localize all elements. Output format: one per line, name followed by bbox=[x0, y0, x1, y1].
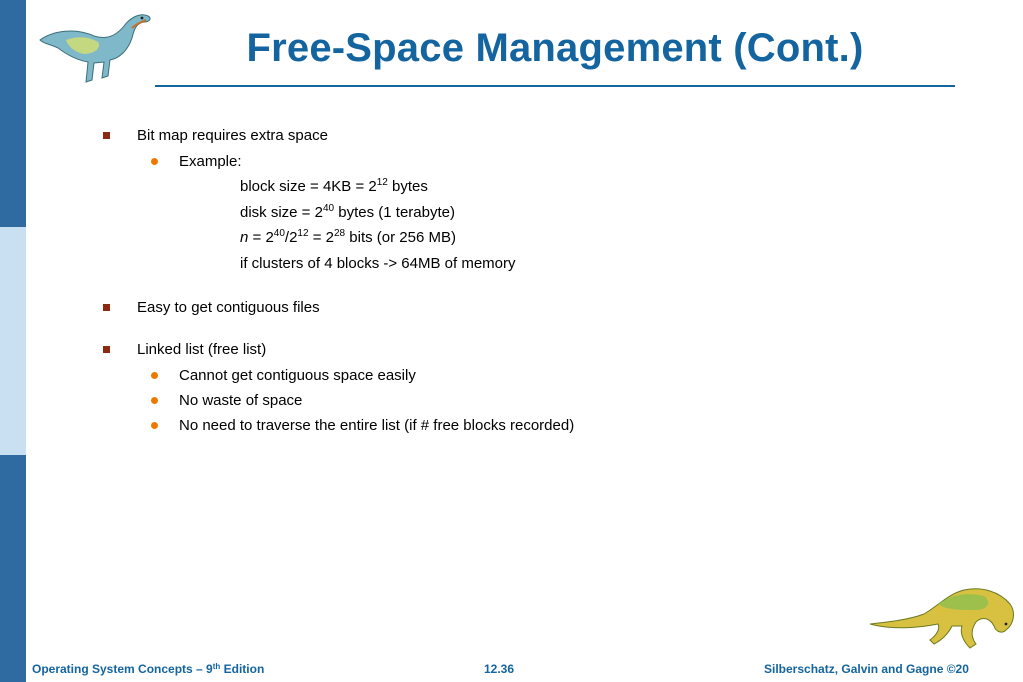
square-bullet-icon bbox=[103, 346, 110, 353]
example-clusters: if clusters of 4 blocks -> 64MB of memory bbox=[240, 255, 516, 272]
example-text: bits (or 256 MB) bbox=[345, 229, 456, 246]
footer-text: Edition bbox=[220, 662, 265, 676]
dinosaur-logo-icon bbox=[868, 580, 1018, 654]
example-text: /2 bbox=[284, 229, 298, 246]
example-text: = 2 bbox=[308, 229, 334, 246]
bullet-bitmap: Bit map requires extra space bbox=[137, 127, 328, 144]
slide-title: Free-Space Management (Cont.) bbox=[246, 26, 864, 70]
example-disk-size bbox=[240, 204, 455, 224]
footer-text: Operating System Concepts – 9 bbox=[32, 662, 213, 676]
example-text: bytes bbox=[387, 178, 428, 195]
round-bullet-icon bbox=[151, 397, 158, 404]
bullet-linked-list: Linked list (free list) bbox=[137, 341, 267, 358]
bullet-no-traverse: No need to traverse the entire list (if # free blocks recorded) bbox=[179, 417, 575, 434]
footer-slide-number: 12.36 bbox=[484, 662, 515, 676]
exponent: 28 bbox=[333, 228, 346, 239]
example-block-size bbox=[240, 178, 428, 198]
example-text: bytes (1 terabyte) bbox=[334, 204, 455, 221]
exponent: 12 bbox=[297, 228, 309, 239]
exponent: 40 bbox=[322, 203, 335, 214]
exponent: 40 bbox=[273, 228, 285, 239]
round-bullet-icon bbox=[151, 422, 158, 429]
bullet-no-waste: No waste of space bbox=[179, 392, 303, 409]
footer-authors: Silberschatz, Galvin and Gagne ©20 bbox=[764, 662, 969, 676]
exponent: 12 bbox=[376, 177, 388, 188]
example-n-bits bbox=[240, 229, 456, 249]
bullet-no-contiguous: Cannot get contiguous space easily bbox=[179, 367, 416, 384]
square-bullet-icon bbox=[103, 304, 110, 311]
bullet-contiguous: Easy to get contiguous files bbox=[137, 299, 320, 316]
round-bullet-icon bbox=[151, 158, 158, 165]
example-text: block size = 4KB = 2 bbox=[240, 178, 377, 195]
example-text: disk size = 2 bbox=[240, 204, 323, 221]
example-text: = 2 bbox=[248, 229, 274, 246]
round-bullet-icon bbox=[151, 372, 158, 379]
variable-n: n bbox=[240, 229, 249, 246]
bullet-example: Example: bbox=[179, 153, 242, 170]
footer-course-title bbox=[32, 662, 264, 676]
square-bullet-icon bbox=[103, 132, 110, 139]
footer-superscript: th bbox=[212, 662, 221, 671]
